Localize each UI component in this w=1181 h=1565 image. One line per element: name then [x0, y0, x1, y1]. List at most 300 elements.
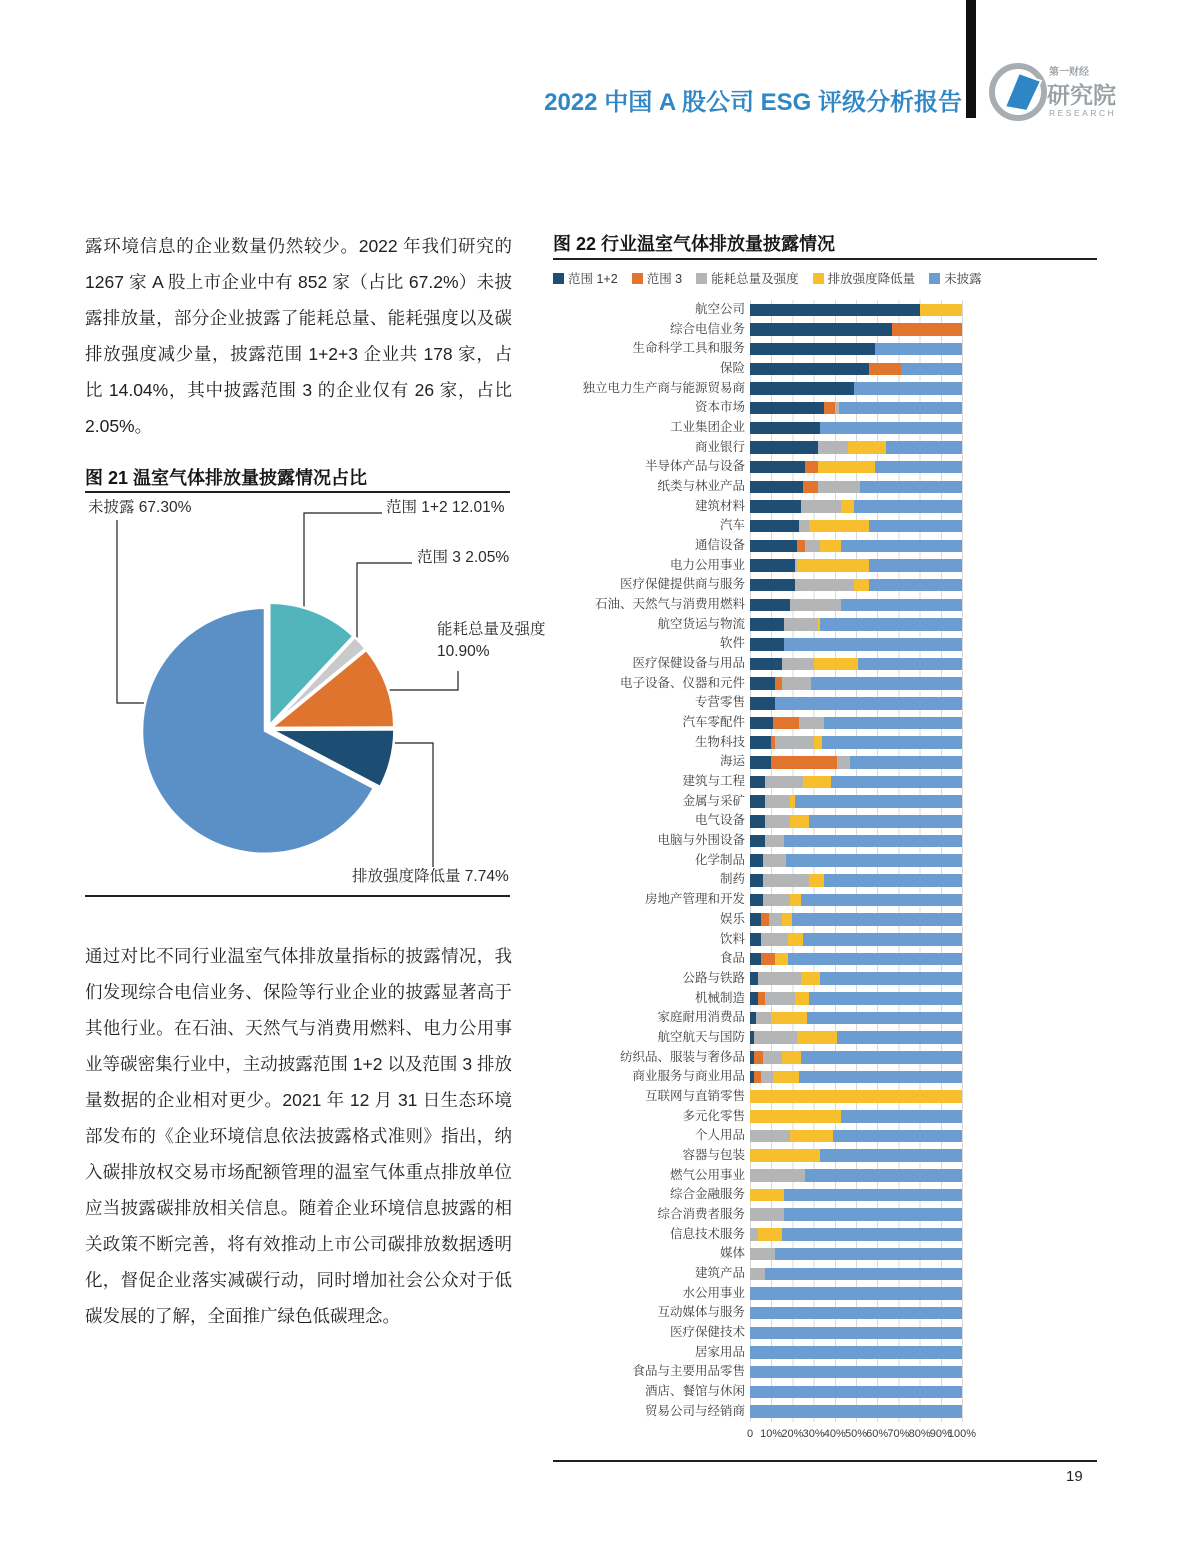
bar-category-label: 食品与主要用品零售 [632, 1364, 745, 1379]
bar-segment-排放强度降低量 [790, 894, 801, 907]
bar-row [553, 1146, 965, 1166]
bar-category-label: 家庭耐用消费品 [657, 1010, 745, 1025]
figure22-title: 图 22 行业温室气体排放量披露情况 [553, 234, 836, 254]
bar-row [553, 1343, 965, 1363]
bar-category-label: 酒店、餐馆与休闲 [644, 1383, 745, 1398]
bar-row [553, 1126, 965, 1146]
bar-category-label: 半导体产品与设备 [644, 459, 745, 474]
bar-segment-能耗总量及强度 [795, 579, 854, 592]
figure22-bar-chart [553, 300, 965, 1421]
bar-category-label: 公路与铁路 [682, 970, 745, 985]
bar-segment-未披露 [820, 1149, 962, 1162]
bar-category-label: 互联网与直销零售 [644, 1088, 745, 1103]
legend-label: 排放强度降低量 [827, 272, 916, 286]
figure22-top-rule [553, 258, 1097, 260]
bar-segment-未披露 [811, 677, 962, 690]
bar-segment-能耗总量及强度 [799, 520, 810, 533]
page-number: 19 [1066, 1468, 1083, 1485]
bar-row [553, 438, 965, 458]
bar-track [750, 1228, 962, 1241]
bar-segment-排放强度降低量 [809, 520, 868, 533]
bar-row [553, 1067, 965, 1087]
bar-track [750, 461, 962, 474]
bar-row [553, 949, 965, 969]
bar-segment-范围 3 [773, 717, 798, 730]
leader-scope3 [357, 563, 412, 645]
legend-swatch-icon [696, 273, 707, 284]
bar-segment-范围 1+2 [750, 815, 765, 828]
bar-row [553, 910, 965, 930]
body-paragraph-2: 通过对比不同行业温室气体排放量指标的披露情况，我们发现综合电信业务、保险等行业企业的披露显著高于其他行业。在石油、天然气与消费用燃料、电力公用事业等碳密集行业中，主动披露范围 1+2 以及范围 3 排放量数据的企业相对更少。2021 年 12 月 31 日生态环境部发布的《企业环境信息依法披露格式准则》指出，纳入碳排放权交易市场配额管理的温室气体重点排放单位应当披露碳排放相关信息。随着企业环境信息披露的相关政策不断完善，将有效推动上市公司碳排放数据透明化，督促企业落实减碳行动，同时增加社会公众对于低碳发展的了解，全面推广绿色低碳理念。 [85, 946, 512, 1326]
bar-segment-范围 1+2 [750, 520, 799, 533]
bar-row [553, 1382, 965, 1402]
bar-row [553, 536, 965, 556]
bar-track [750, 795, 962, 808]
bar-category-label: 软件 [719, 636, 745, 651]
bar-segment-范围 3 [892, 323, 962, 336]
bar-segment-未披露 [807, 1012, 962, 1025]
bar-track [750, 422, 962, 435]
bar-segment-能耗总量及强度 [818, 481, 860, 494]
bar-track [750, 756, 962, 769]
bar-category-label: 专营零售 [694, 695, 745, 710]
bar-category-label: 信息技术服务 [669, 1226, 745, 1241]
bar-category-label: 房地产管理和开发 [644, 892, 745, 907]
bar-category-label: 燃气公用事业 [669, 1167, 745, 1182]
x-axis-tick: 90% [929, 1428, 952, 1440]
bar-segment-排放强度降低量 [750, 1189, 784, 1202]
bar-segment-未披露 [809, 815, 962, 828]
bar-row [553, 713, 965, 733]
bar-segment-范围 1+2 [750, 854, 763, 867]
bar-segment-未披露 [784, 1208, 962, 1221]
bar-row [553, 615, 965, 635]
bar-row [553, 595, 965, 615]
pie-slices [142, 603, 394, 854]
figure22-bottom-rule [553, 1460, 1097, 1462]
bar-segment-未披露 [803, 933, 962, 946]
figure21-pie-chart [85, 495, 546, 895]
legend-item [813, 269, 916, 287]
bar-track [750, 1268, 962, 1281]
bar-track [750, 1189, 962, 1202]
bar-segment-未披露 [820, 972, 962, 985]
legend-item [929, 269, 982, 287]
bar-segment-排放强度降低量 [782, 913, 793, 926]
bar-row [553, 1225, 965, 1245]
bar-row [553, 1264, 965, 1284]
bar-row [553, 516, 965, 536]
bar-category-label: 综合消费者服务 [657, 1206, 745, 1221]
bar-segment-能耗总量及强度 [775, 736, 813, 749]
header-divider-bar [966, 0, 976, 118]
bar-segment-能耗总量及强度 [761, 933, 789, 946]
bar-category-label: 综合电信业务 [669, 321, 745, 336]
bar-track [750, 1287, 962, 1300]
bar-segment-未披露 [886, 441, 962, 454]
bar-category-label: 娱乐 [719, 911, 745, 926]
bar-segment-能耗总量及强度 [750, 1169, 805, 1182]
logo-text-line3: RESEARCH [1049, 108, 1116, 118]
bar-segment-排放强度降低量 [814, 658, 859, 671]
bar-row [553, 851, 965, 871]
bar-segment-范围 1+2 [750, 579, 795, 592]
bar-segment-范围 1+2 [750, 992, 758, 1005]
bar-track [750, 1346, 962, 1359]
bar-segment-能耗总量及强度 [750, 1228, 758, 1241]
bar-category-label: 纺织品、服装与奢侈品 [619, 1049, 745, 1064]
bar-row [553, 339, 965, 359]
bar-track [750, 1169, 962, 1182]
bar-category-label: 保险 [719, 361, 745, 376]
pie-label-scope3: 范围 3 2.05% [417, 549, 510, 566]
bar-track [750, 579, 962, 592]
bar-track [750, 874, 962, 887]
legend-swatch-icon [553, 273, 564, 284]
bar-category-label: 饮料 [719, 931, 745, 946]
bar-category-label: 纸类与林业产品 [657, 479, 745, 494]
bar-segment-能耗总量及强度 [784, 618, 818, 631]
bar-row [553, 1205, 965, 1225]
figure21-top-rule [85, 491, 510, 493]
bar-segment-范围 1+2 [750, 953, 761, 966]
bar-category-label: 工业集团企业 [669, 420, 745, 435]
bar-segment-排放强度降低量 [750, 1110, 841, 1123]
legend-label: 范围 3 [646, 272, 683, 286]
bar-row [553, 930, 965, 950]
bar-category-label: 个人用品 [694, 1128, 745, 1143]
bar-row [553, 1303, 965, 1323]
bar-segment-范围 1+2 [750, 913, 761, 926]
bar-segment-范围 3 [797, 540, 805, 553]
bar-row [553, 634, 965, 654]
x-axis-tick: 40% [823, 1428, 846, 1440]
bar-segment-未披露 [765, 1268, 962, 1281]
bar-category-label: 食品 [719, 951, 745, 966]
bar-category-label: 建筑产品 [694, 1265, 745, 1280]
bar-segment-范围 1+2 [750, 304, 920, 317]
bar-segment-范围 1+2 [750, 343, 875, 356]
bar-row [553, 792, 965, 812]
bar-category-label: 商业银行 [694, 439, 745, 454]
bar-category-label: 独立电力生产商与能源贸易商 [582, 380, 745, 395]
bar-segment-能耗总量及强度 [765, 776, 803, 789]
bar-track [750, 559, 962, 572]
bar-track [750, 894, 962, 907]
bar-segment-未披露 [820, 618, 962, 631]
bar-segment-排放强度降低量 [797, 1031, 837, 1044]
bar-category-label: 医疗保健技术 [669, 1324, 745, 1339]
bar-segment-未披露 [775, 1248, 962, 1261]
x-axis-tick: 20% [781, 1428, 804, 1440]
bar-row [553, 752, 965, 772]
bar-row [553, 379, 965, 399]
pie-label-energy-value: 10.90% [437, 643, 490, 660]
bar-segment-能耗总量及强度 [837, 756, 850, 769]
bar-category-label: 汽车 [719, 518, 745, 533]
bar-segment-范围 1+2 [750, 599, 790, 612]
legend-item [553, 269, 618, 287]
bar-segment-排放强度降低量 [854, 579, 869, 592]
bar-track [750, 1208, 962, 1221]
bar-track [750, 1386, 962, 1399]
bar-row [553, 870, 965, 890]
bar-category-label: 通信设备 [694, 538, 745, 553]
bar-row [553, 320, 965, 340]
x-axis-tick: 50% [844, 1428, 868, 1440]
bar-segment-排放强度降低量 [750, 1149, 820, 1162]
bar-track [750, 1248, 962, 1261]
bar-segment-排放强度降低量 [758, 1228, 781, 1241]
bar-segment-能耗总量及强度 [750, 1130, 790, 1143]
bar-row [553, 654, 965, 674]
bar-segment-未披露 [775, 697, 962, 710]
bar-segment-未披露 [801, 894, 962, 907]
bar-row [553, 1323, 965, 1343]
bar-segment-排放强度降低量 [788, 933, 803, 946]
bar-segment-范围 1+2 [750, 658, 782, 671]
bar-segment-排放强度降低量 [790, 815, 809, 828]
bar-segment-未披露 [860, 481, 962, 494]
bar-category-label: 容器与包装 [682, 1147, 745, 1162]
bar-row [553, 556, 965, 576]
bar-segment-未披露 [750, 1327, 962, 1340]
bar-segment-未披露 [750, 1287, 962, 1300]
x-axis-tick: 10% [760, 1428, 783, 1440]
bar-segment-能耗总量及强度 [761, 1071, 774, 1084]
bar-segment-未披露 [833, 1130, 962, 1143]
bar-category-label: 汽车零配件 [682, 715, 745, 730]
bar-segment-未披露 [750, 1307, 962, 1320]
bar-segment-未披露 [805, 1169, 962, 1182]
bar-row [553, 969, 965, 989]
bar-row [553, 1107, 965, 1127]
bar-track [750, 1307, 962, 1320]
bar-segment-未披露 [788, 953, 962, 966]
bar-category-label: 电气设备 [694, 813, 745, 828]
bar-segment-范围 1+2 [750, 677, 775, 690]
bar-category-label: 金属与采矿 [682, 793, 745, 808]
bar-row [553, 772, 965, 792]
bar-track [750, 933, 962, 946]
legend-item [696, 269, 799, 287]
bar-segment-范围 1+2 [750, 500, 801, 513]
bar-row [553, 1362, 965, 1382]
pie-label-energy-name: 能耗总量及强度 [437, 621, 546, 638]
bar-segment-能耗总量及强度 [782, 677, 812, 690]
bar-segment-范围 1+2 [750, 618, 784, 631]
bar-segment-未披露 [782, 1228, 962, 1241]
bar-segment-能耗总量及强度 [801, 500, 841, 513]
logo-text-line2: 研究院 [1047, 82, 1116, 108]
bar-segment-范围 3 [754, 1051, 762, 1064]
bar-segment-未披露 [869, 559, 962, 572]
bar-segment-未披露 [784, 835, 962, 848]
bar-segment-范围 1+2 [750, 323, 892, 336]
bar-segment-范围 1+2 [750, 461, 805, 474]
bar-track [750, 1327, 962, 1340]
bar-segment-范围 3 [761, 913, 769, 926]
bar-segment-范围 1+2 [750, 756, 771, 769]
x-axis-tick: 100% [947, 1428, 977, 1440]
bar-segment-未披露 [841, 599, 962, 612]
bar-segment-未披露 [839, 402, 962, 415]
bar-category-label: 资本市场 [694, 400, 745, 415]
bar-row [553, 1028, 965, 1048]
yicai-research-logo [986, 58, 1116, 126]
bar-track [750, 1031, 962, 1044]
bar-track [750, 992, 962, 1005]
pie-label-intensity: 排放强度降低量 7.74% [352, 868, 509, 885]
bar-row [553, 693, 965, 713]
legend-item [632, 269, 682, 287]
legend-swatch-icon [632, 273, 643, 284]
bar-category-label: 电脑与外围设备 [657, 833, 745, 848]
bar-segment-未披露 [809, 992, 962, 1005]
bar-row [553, 497, 965, 517]
x-axis-tick: 80% [908, 1428, 931, 1440]
bar-row [553, 1048, 965, 1068]
bar-segment-范围 1+2 [750, 736, 771, 749]
bar-track [750, 638, 962, 651]
bar-category-label: 石油、天然气与消费用燃料 [594, 597, 745, 612]
bar-row [553, 300, 965, 320]
bar-segment-范围 1+2 [750, 422, 820, 435]
bar-segment-能耗总量及强度 [765, 815, 790, 828]
bar-row [553, 1402, 965, 1422]
bar-segment-排放强度降低量 [771, 1012, 807, 1025]
bar-track [750, 520, 962, 533]
logo-book-icon [1005, 73, 1041, 111]
logo-text-line1: 第一财经 [1049, 67, 1089, 78]
bar-segment-未披露 [869, 579, 962, 592]
bar-segment-未披露 [875, 461, 962, 474]
bar-row [553, 575, 965, 595]
bar-category-label: 航空公司 [694, 302, 745, 316]
bar-segment-排放强度降低量 [820, 540, 841, 553]
bar-segment-未披露 [841, 1110, 962, 1123]
x-axis-tick: 0 [746, 1428, 754, 1440]
bar-track [750, 1405, 962, 1418]
bar-segment-未披露 [750, 1386, 962, 1399]
bar-track [750, 1012, 962, 1025]
bar-segment-能耗总量及强度 [750, 1268, 765, 1281]
bar-category-label: 水公用事业 [682, 1285, 745, 1300]
bar-row [553, 1087, 965, 1107]
pie-label-undisclosed: 未披露 67.30% [88, 499, 192, 516]
legend-label: 能耗总量及强度 [711, 272, 799, 286]
bar-segment-未披露 [792, 913, 962, 926]
bar-track [750, 972, 962, 985]
bar-segment-未披露 [786, 854, 962, 867]
bar-segment-未披露 [837, 1031, 962, 1044]
figure22-x-axis [553, 1428, 993, 1442]
bar-category-label: 商业服务与商业用品 [632, 1069, 745, 1084]
bar-track [750, 540, 962, 553]
bar-segment-能耗总量及强度 [763, 854, 786, 867]
bar-segment-排放强度降低量 [790, 1130, 832, 1143]
bar-track [750, 500, 962, 513]
bar-track [750, 717, 962, 730]
bar-segment-范围 3 [771, 756, 837, 769]
bar-category-label: 电力公用事业 [669, 557, 745, 572]
bar-row [553, 811, 965, 831]
bar-category-label: 电子设备、仪器和元件 [619, 675, 745, 690]
report-header-title: 2022 中国 A 股公司 ESG 评级分析报告 [544, 89, 962, 116]
figure21-bottom-rule [85, 895, 510, 897]
bar-segment-能耗总量及强度 [763, 874, 810, 887]
bar-track [750, 599, 962, 612]
bar-segment-能耗总量及强度 [769, 913, 782, 926]
bar-segment-排放强度降低量 [773, 1071, 798, 1084]
bar-category-label: 化学制品 [694, 852, 745, 867]
bar-segment-范围 1+2 [750, 717, 773, 730]
bar-segment-范围 1+2 [750, 776, 765, 789]
bar-track [750, 323, 962, 336]
bar-track [750, 343, 962, 356]
bar-row [553, 1244, 965, 1264]
bar-segment-未披露 [854, 382, 962, 395]
bar-segment-范围 3 [824, 402, 835, 415]
bar-segment-未披露 [841, 540, 962, 553]
bar-row [553, 831, 965, 851]
bar-segment-未披露 [750, 1346, 962, 1359]
figure22-legend [553, 269, 982, 287]
bar-category-label: 航空货运与物流 [657, 616, 745, 631]
bar-segment-能耗总量及强度 [763, 1051, 782, 1064]
bar-segment-排放强度降低量 [841, 500, 854, 513]
bar-segment-排放强度降低量 [920, 304, 962, 317]
bar-track [750, 677, 962, 690]
bar-track [750, 1090, 962, 1103]
bar-segment-排放强度降低量 [775, 953, 788, 966]
bar-category-label: 医疗保健提供商与服务 [619, 577, 745, 592]
bar-segment-排放强度降低量 [801, 972, 820, 985]
bar-segment-能耗总量及强度 [765, 835, 784, 848]
bar-segment-范围 1+2 [750, 874, 763, 887]
bar-segment-未披露 [831, 776, 962, 789]
bar-track [750, 618, 962, 631]
pie-label-scope12: 范围 1+2 12.01% [386, 499, 505, 516]
bar-segment-未披露 [869, 520, 962, 533]
bar-segment-排放强度降低量 [797, 559, 869, 572]
bar-track [750, 1110, 962, 1123]
bar-category-label: 生命科学工具和服务 [632, 341, 745, 356]
bar-row [553, 418, 965, 438]
bar-segment-能耗总量及强度 [782, 658, 814, 671]
bar-segment-未披露 [824, 874, 962, 887]
bar-track [750, 913, 962, 926]
legend-label: 未披露 [944, 272, 982, 286]
bar-segment-未披露 [820, 422, 962, 435]
bar-row [553, 398, 965, 418]
bar-segment-范围 1+2 [750, 933, 761, 946]
bar-track [750, 304, 962, 317]
bar-segment-能耗总量及强度 [765, 795, 790, 808]
bar-track [750, 1051, 962, 1064]
logo-graphic [986, 58, 1116, 126]
bar-segment-能耗总量及强度 [763, 894, 791, 907]
bar-category-label: 建筑与工程 [682, 774, 745, 789]
bar-segment-能耗总量及强度 [754, 1031, 796, 1044]
bar-category-label: 建筑材料 [694, 498, 745, 513]
bar-track [750, 776, 962, 789]
bar-row [553, 1166, 965, 1186]
bar-segment-未披露 [784, 638, 962, 651]
bar-segment-范围 3 [805, 461, 818, 474]
bar-row [553, 1008, 965, 1028]
bar-category-label: 生物科技 [694, 734, 745, 749]
